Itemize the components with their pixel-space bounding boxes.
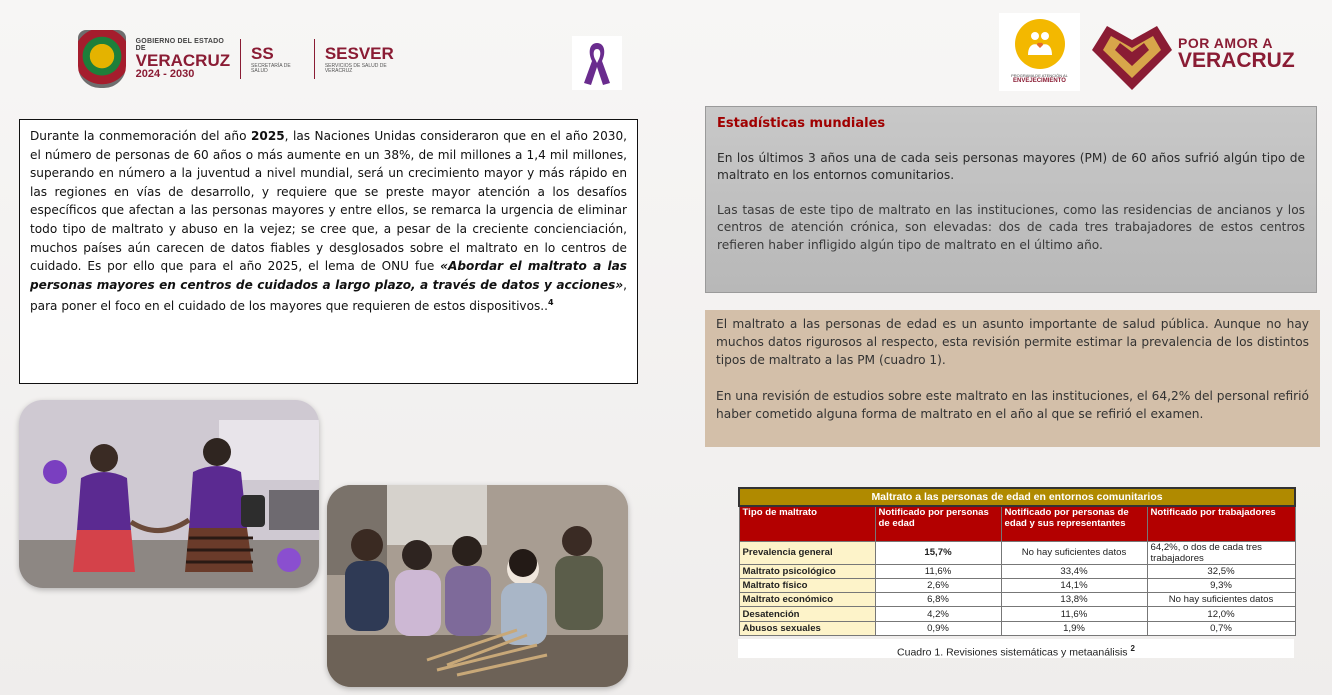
table-cell: 9,3% [1147, 578, 1295, 592]
table-cell: 13,8% [1001, 593, 1147, 607]
table-cell: 32,5% [1147, 564, 1295, 578]
sesver-short: SESVER [324, 43, 394, 63]
gov-big-text: VERACRUZ [135, 51, 231, 70]
gov-years-text: 2024 - 2030 [135, 68, 195, 80]
table-cell: 64,2%, o dos de cada tres trabajadores [1147, 541, 1295, 564]
public-health-paragraph-2: En una revisión de estudios sobre este maltrato en las instituciones, el 64,2% del personal refirió haber cometido alguna forma de maltrato en el año al que se refirió el examen. [716, 388, 1310, 421]
table-cell: 15,7% [875, 541, 1001, 564]
table-caption-reference: 2 [1130, 643, 1135, 653]
table-cell: 4,2% [875, 607, 1001, 621]
program-line1: PROGRAMA DE ATENCIÓN AL [1011, 73, 1068, 78]
statistics-paragraph-2: Las tasas de este tipo de maltrato en las instituciones, como las residencias de ancianos y los centros de atención crónica, son elevadas: dos de cada tres trabajadores de estos centros refieren haber infligido algún tipo de maltrato en el último año. [717, 202, 1305, 252]
table-cell: 14,1% [1001, 578, 1147, 592]
public-health-box [705, 310, 1320, 447]
table-row [739, 593, 1295, 607]
table-cell: 11,6% [1001, 607, 1147, 621]
slogan-line1: POR AMOR A [1178, 35, 1273, 51]
table-header-row [739, 506, 1295, 541]
table-cell: 0,7% [1147, 621, 1295, 635]
statistics-heading: Estadísticas mundiales [717, 116, 886, 131]
government-logo-text [136, 38, 230, 80]
intro-text-2: , las Naciones Unidas consideraron que en el año 2030, el número de personas de 60 años o más aumente en un 38%, de mil millones a 1,4 mil millones, superando en número a la juventud a nivel mundial, será un crecimiento mayor y más rápido en las regiones en vías de desarrollo, y requiere que se preste mayor atención a los desafíos específicos que afectan a las personas mayores y entre ellos, se remarca la urgencia de eliminar todo tipo de maltrato y abuso en la vejez; se cree que, a pesar de la creciente concienciación, muchos países aún carecen de datos fiables y desglosados sobre el maltrato en lo centros de cuidado. Es por ello que para el año 2025, el lema de ONU fue [30, 129, 627, 274]
table-row [739, 621, 1295, 635]
intro-reference: 4 [547, 298, 554, 308]
intro-text-1: Durante la conmemoración del año [30, 129, 251, 143]
slogan-logo [1178, 36, 1295, 71]
table-row [739, 564, 1295, 578]
table-header: Tipo de maltrato [739, 506, 875, 541]
aging-program-logo [999, 13, 1080, 91]
global-statistics-box [705, 106, 1317, 293]
gov-small-text: GOBIERNO DEL ESTADO DE [135, 38, 224, 52]
table-cell: 1,9% [1001, 621, 1147, 635]
sesver-logo [325, 45, 408, 74]
table-cell: 12,0% [1147, 607, 1295, 621]
table-header: Notificado por trabajadores [1147, 506, 1295, 541]
table-cell: Desatención [739, 607, 875, 621]
table-cell: Prevalencia general [739, 541, 875, 564]
ss-logo [251, 45, 304, 74]
abuse-prevalence-table-wrapper [738, 487, 1294, 657]
ss-short: SS [251, 43, 274, 63]
statistics-paragraph-1: En los últimos 3 años una de cada seis personas mayores (PM) de 60 años sufrió algún tipo de maltrato en los entornos comunitarios. [717, 150, 1305, 183]
logo-divider [240, 39, 241, 79]
elderly-care-icon [1015, 19, 1065, 69]
table-row [739, 578, 1295, 592]
table-row [739, 607, 1295, 621]
photo-elderly-women-weaving [327, 485, 628, 687]
program-line2: ENVEJECIMIENTO [1013, 78, 1066, 84]
photo-women-walking [19, 400, 319, 588]
table-title: Maltrato a las personas de edad en entornos comunitarios [739, 488, 1295, 506]
intro-year: 2025 [250, 129, 285, 143]
table-cell: No hay suficientes datos [1147, 593, 1295, 607]
government-logo-group [78, 28, 408, 90]
table-title-row [739, 488, 1295, 506]
heart-pattern-icon [1089, 20, 1175, 92]
table-header: Notificado por personas de edad [875, 506, 1001, 541]
table-header: Notificado por personas de edad y sus representantes [1001, 506, 1147, 541]
sesver-sub: SERVICIOS DE SALUD DE VERACRUZ [324, 62, 387, 74]
table-cell: 2,6% [875, 578, 1001, 592]
table-cell: 6,8% [875, 593, 1001, 607]
table-caption-text: Cuadro 1. Revisiones sistemáticas y metaanálisis [897, 646, 1128, 659]
abuse-prevalence-table [738, 487, 1296, 636]
ss-sub: SECRETARÍA DE SALUD [251, 62, 291, 74]
un-motto: «Abordar el maltrato a las personas mayores en centros de cuidados a largo plazo, a través de datos y acciones» [30, 259, 627, 292]
table-caption [738, 639, 1294, 658]
intro-text-box [19, 119, 638, 384]
table-cell: No hay suficientes datos [1001, 541, 1147, 564]
purple-ribbon-icon [572, 36, 622, 90]
table-row [739, 541, 1295, 564]
table-cell: 11,6% [875, 564, 1001, 578]
veracruz-shield-icon [78, 30, 126, 88]
intro-text-3: , para poner el foco en el cuidado de los mayores que requieren de estos dispositivos.. [30, 277, 627, 314]
table-cell: Maltrato psicológico [739, 564, 875, 578]
public-health-paragraph-1: El maltrato a las personas de edad es un asunto importante de salud pública. Aunque no hay muchos datos rigurosos al respecto, esta revisión permite estimar la prevalencia de los distintos tipos de maltrato a las PM (cuadro 1). [716, 317, 1309, 368]
table-cell: Abusos sexuales [739, 621, 875, 635]
table-cell: 0,9% [875, 621, 1001, 635]
table-cell: Maltrato físico [739, 578, 875, 592]
table-cell: Maltrato económico [739, 593, 875, 607]
table-cell: 33,4% [1001, 564, 1147, 578]
slogan-line2: VERACRUZ [1178, 49, 1295, 72]
logo-divider [314, 39, 315, 79]
